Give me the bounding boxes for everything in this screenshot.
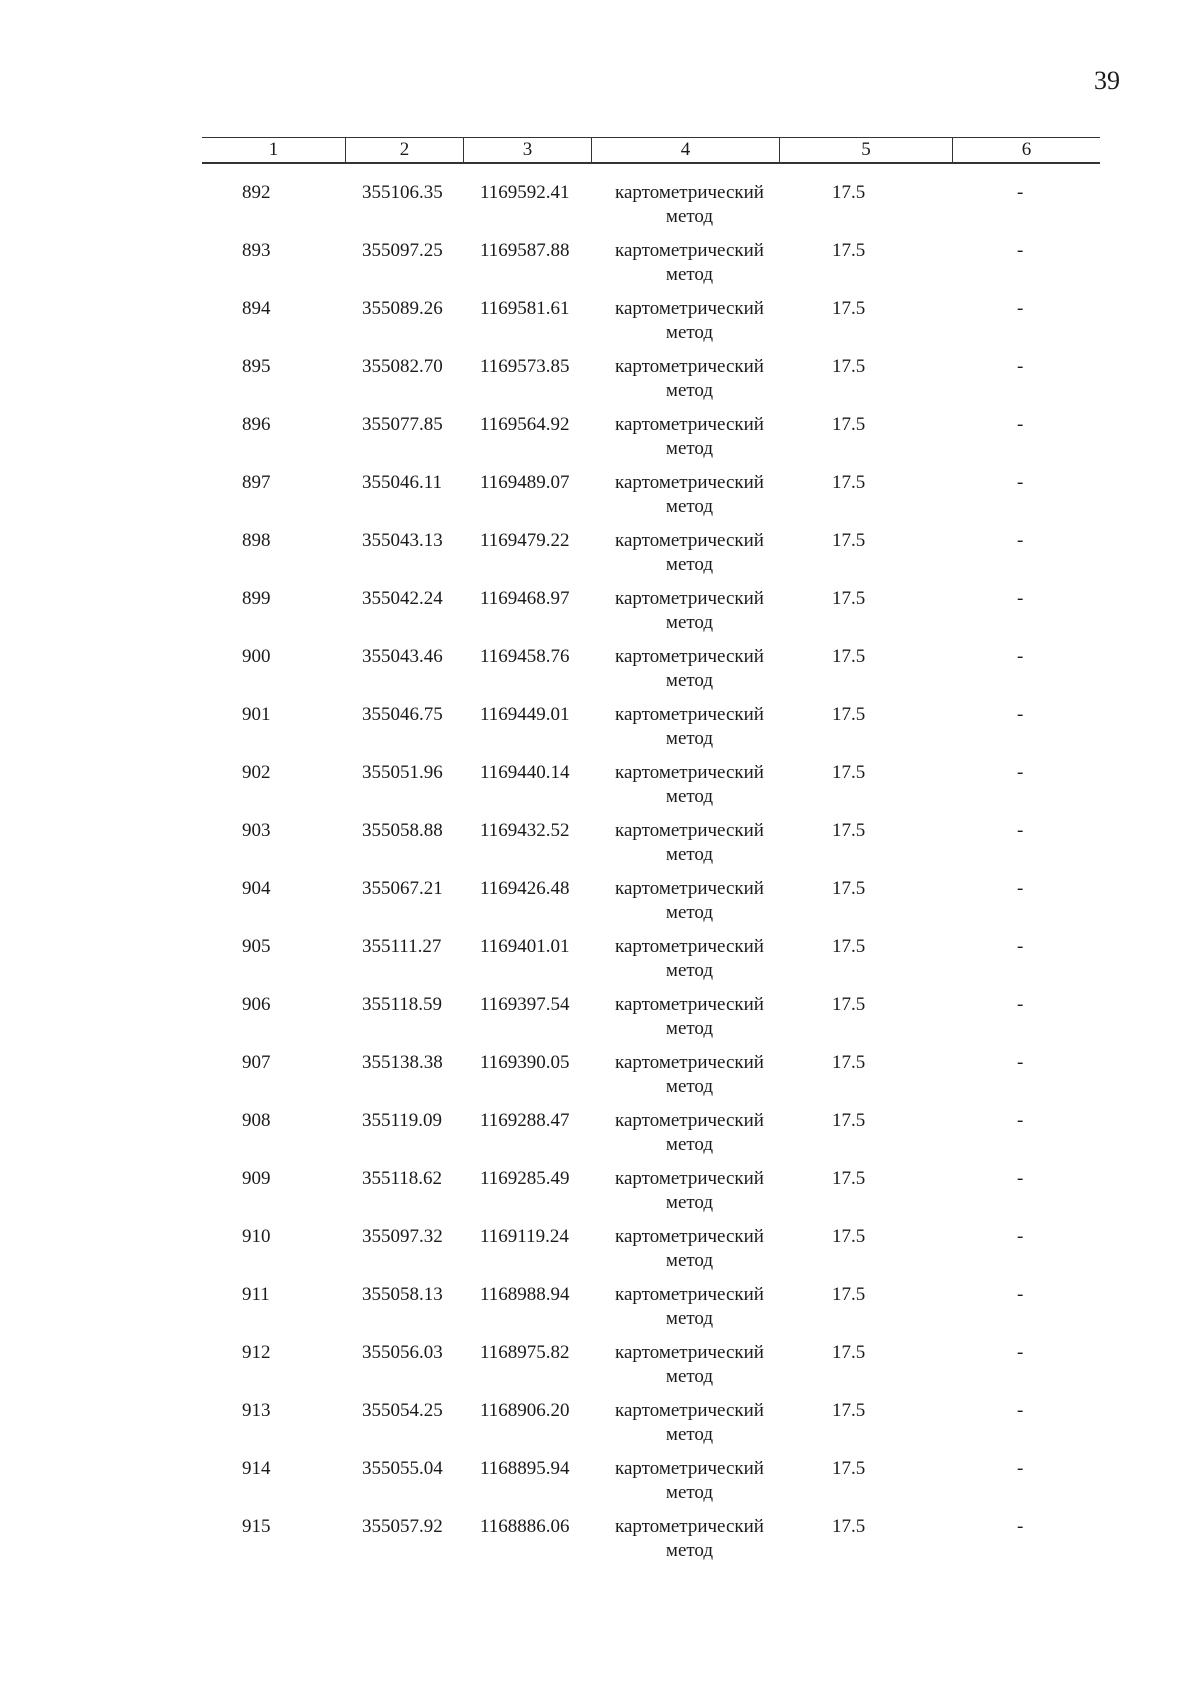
- accuracy-value: 17.5: [832, 820, 866, 841]
- point-number: 903: [242, 820, 271, 841]
- table-row: [202, 993, 1100, 1051]
- method-cell: [597, 1457, 782, 1505]
- method-line-1: картометрический: [615, 820, 764, 841]
- coordinate-x: 355111.27: [362, 936, 442, 957]
- point-number: 908: [242, 1110, 271, 1131]
- point-number: 910: [242, 1226, 271, 1247]
- coordinate-y: 1169479.22: [480, 530, 570, 551]
- method-cell: [597, 1341, 782, 1389]
- column-6-value: -: [1017, 646, 1024, 667]
- coordinate-y: 1168975.82: [480, 1342, 570, 1363]
- method-line-2: метод: [665, 1192, 714, 1213]
- coordinate-y: 1169285.49: [480, 1168, 570, 1189]
- table-row: [202, 587, 1100, 645]
- accuracy-value: 17.5: [832, 1110, 866, 1131]
- column-6-value: -: [1017, 1400, 1024, 1421]
- table-row: [202, 1225, 1100, 1283]
- coordinate-y: 1169390.05: [480, 1052, 570, 1073]
- column-6-value: -: [1017, 1168, 1024, 1189]
- accuracy-value: 17.5: [832, 472, 866, 493]
- method-line-2: метод: [665, 1482, 714, 1503]
- coordinate-x: 355089.26: [362, 298, 443, 319]
- accuracy-value: 17.5: [832, 762, 866, 783]
- point-number: 911: [242, 1284, 270, 1305]
- coordinate-x: 355118.62: [362, 1168, 443, 1189]
- method-line-1: картометрический: [615, 878, 764, 899]
- method-cell: [597, 1399, 782, 1447]
- method-cell: [597, 587, 782, 635]
- coordinate-y: 1169581.61: [480, 298, 570, 319]
- accuracy-value: 17.5: [832, 646, 866, 667]
- accuracy-value: 17.5: [832, 588, 866, 609]
- point-number: 897: [242, 472, 271, 493]
- table-row: [202, 819, 1100, 877]
- coordinate-y: 1169458.76: [480, 646, 570, 667]
- point-number: 899: [242, 588, 271, 609]
- point-number: 909: [242, 1168, 271, 1189]
- method-line-1: картометрический: [615, 1400, 764, 1421]
- accuracy-value: 17.5: [832, 1400, 866, 1421]
- method-cell: [597, 239, 782, 287]
- table-row: [202, 471, 1100, 529]
- method-line-2: метод: [665, 1424, 714, 1445]
- coordinate-x: 355042.24: [362, 588, 443, 609]
- table-body: [202, 181, 1100, 1573]
- method-line-2: метод: [665, 1540, 714, 1561]
- table-row: [202, 1167, 1100, 1225]
- method-line-2: метод: [665, 496, 714, 517]
- coordinate-y: 1169489.07: [480, 472, 570, 493]
- method-cell: [597, 355, 782, 403]
- method-cell: [597, 877, 782, 925]
- point-number: 907: [242, 1052, 271, 1073]
- method-line-1: картометрический: [615, 414, 764, 435]
- coordinate-x: 355106.35: [362, 182, 443, 203]
- accuracy-value: 17.5: [832, 1342, 866, 1363]
- method-cell: [597, 1167, 782, 1215]
- table-row: [202, 761, 1100, 819]
- table-row: [202, 1457, 1100, 1515]
- table-row: [202, 703, 1100, 761]
- coordinate-x: 355119.09: [362, 1110, 443, 1131]
- method-line-2: метод: [665, 1018, 714, 1039]
- coordinate-x: 355057.92: [362, 1516, 443, 1537]
- method-line-2: метод: [665, 844, 714, 865]
- method-cell: [597, 413, 782, 461]
- accuracy-value: 17.5: [832, 994, 866, 1015]
- method-line-2: метод: [665, 1076, 714, 1097]
- method-cell: [597, 1051, 782, 1099]
- table-row: [202, 181, 1100, 239]
- point-number: 905: [242, 936, 271, 957]
- method-cell: [597, 297, 782, 345]
- table-row: [202, 529, 1100, 587]
- accuracy-value: 17.5: [832, 414, 866, 435]
- header-col-3: 3: [464, 138, 592, 162]
- column-6-value: -: [1017, 1342, 1024, 1363]
- coordinate-x: 355077.85: [362, 414, 443, 435]
- point-number: 904: [242, 878, 271, 899]
- point-number: 894: [242, 298, 271, 319]
- coordinate-y: 1169288.47: [480, 1110, 570, 1131]
- method-cell: [597, 181, 782, 229]
- coordinate-x: 355118.59: [362, 994, 443, 1015]
- table-row: [202, 877, 1100, 935]
- coordinate-y: 1169449.01: [480, 704, 570, 725]
- header-col-4: 4: [592, 138, 780, 162]
- column-6-value: -: [1017, 1052, 1024, 1073]
- method-cell: [597, 935, 782, 983]
- method-line-2: метод: [665, 264, 714, 285]
- method-line-2: метод: [665, 1366, 714, 1387]
- column-6-value: -: [1017, 704, 1024, 725]
- column-6-value: -: [1017, 936, 1024, 957]
- accuracy-value: 17.5: [832, 530, 866, 551]
- method-line-1: картометрический: [615, 298, 764, 319]
- coordinate-x: 355097.25: [362, 240, 443, 261]
- method-line-2: метод: [665, 728, 714, 749]
- method-line-1: картометрический: [615, 646, 764, 667]
- coordinate-x: 355058.88: [362, 820, 443, 841]
- column-6-value: -: [1017, 878, 1024, 899]
- page-number: 39: [1094, 66, 1120, 95]
- coordinate-x: 355056.03: [362, 1342, 443, 1363]
- accuracy-value: 17.5: [832, 1516, 866, 1537]
- coordinate-x: 355043.13: [362, 530, 443, 551]
- table-row: [202, 1109, 1100, 1167]
- coordinate-y: 1169426.48: [480, 878, 570, 899]
- point-number: 913: [242, 1400, 271, 1421]
- point-number: 901: [242, 704, 271, 725]
- coordinate-y: 1168895.94: [480, 1458, 570, 1479]
- coordinate-y: 1168988.94: [480, 1284, 570, 1305]
- accuracy-value: 17.5: [832, 936, 866, 957]
- method-line-2: метод: [665, 670, 714, 691]
- column-6-value: -: [1017, 1110, 1024, 1131]
- coordinate-y: 1168906.20: [480, 1400, 570, 1421]
- point-number: 915: [242, 1516, 271, 1537]
- accuracy-value: 17.5: [832, 182, 866, 203]
- table-row: [202, 1515, 1100, 1573]
- method-cell: [597, 993, 782, 1041]
- table-row: [202, 1283, 1100, 1341]
- method-line-1: картометрический: [615, 1342, 764, 1363]
- point-number: 912: [242, 1342, 271, 1363]
- method-line-1: картометрический: [615, 1052, 764, 1073]
- point-number: 898: [242, 530, 271, 551]
- accuracy-value: 17.5: [832, 1168, 866, 1189]
- column-6-value: -: [1017, 1516, 1024, 1537]
- table-row: [202, 1051, 1100, 1109]
- header-col-1: 1: [202, 138, 346, 162]
- coordinate-x: 355054.25: [362, 1400, 443, 1421]
- column-6-value: -: [1017, 182, 1024, 203]
- method-line-2: метод: [665, 1308, 714, 1329]
- method-line-2: метод: [665, 1134, 714, 1155]
- method-line-1: картометрический: [615, 762, 764, 783]
- point-number: 893: [242, 240, 271, 261]
- method-line-1: картометрический: [615, 1168, 764, 1189]
- table-row: [202, 935, 1100, 993]
- method-line-1: картометрический: [615, 356, 764, 377]
- coordinate-x: 355097.32: [362, 1226, 443, 1247]
- coordinate-y: 1169587.88: [480, 240, 570, 261]
- coordinate-x: 355067.21: [362, 878, 443, 899]
- column-6-value: -: [1017, 414, 1024, 435]
- method-line-2: метод: [665, 554, 714, 575]
- accuracy-value: 17.5: [832, 1052, 866, 1073]
- column-6-value: -: [1017, 472, 1024, 493]
- coordinate-y: 1169119.24: [480, 1226, 569, 1247]
- method-line-1: картометрический: [615, 472, 764, 493]
- coordinate-y: 1168886.06: [480, 1516, 570, 1537]
- method-line-1: картометрический: [615, 1284, 764, 1305]
- table-row: [202, 239, 1100, 297]
- column-6-value: -: [1017, 356, 1024, 377]
- coordinate-y: 1169573.85: [480, 356, 570, 377]
- accuracy-value: 17.5: [832, 1226, 866, 1247]
- method-cell: [597, 1225, 782, 1273]
- method-line-2: метод: [665, 206, 714, 227]
- column-6-value: -: [1017, 298, 1024, 319]
- method-line-2: метод: [665, 438, 714, 459]
- method-line-2: метод: [665, 786, 714, 807]
- table-row: [202, 297, 1100, 355]
- coordinate-x: 355055.04: [362, 1458, 443, 1479]
- coordinate-y: 1169397.54: [480, 994, 570, 1015]
- coordinate-x: 355082.70: [362, 356, 443, 377]
- accuracy-value: 17.5: [832, 240, 866, 261]
- method-cell: [597, 529, 782, 577]
- method-line-2: метод: [665, 902, 714, 923]
- method-cell: [597, 1283, 782, 1331]
- method-line-1: картометрический: [615, 240, 764, 261]
- column-6-value: -: [1017, 588, 1024, 609]
- point-number: 895: [242, 356, 271, 377]
- column-6-value: -: [1017, 530, 1024, 551]
- header-col-2: 2: [346, 138, 464, 162]
- table-row: [202, 413, 1100, 471]
- coordinate-y: 1169564.92: [480, 414, 570, 435]
- method-line-1: картометрический: [615, 1226, 764, 1247]
- accuracy-value: 17.5: [832, 1458, 866, 1479]
- method-line-1: картометрический: [615, 1458, 764, 1479]
- method-line-1: картометрический: [615, 994, 764, 1015]
- table-row: [202, 355, 1100, 413]
- accuracy-value: 17.5: [832, 356, 866, 377]
- coordinate-y: 1169401.01: [480, 936, 570, 957]
- accuracy-value: 17.5: [832, 878, 866, 899]
- method-line-1: картометрический: [615, 704, 764, 725]
- method-line-2: метод: [665, 322, 714, 343]
- point-number: 892: [242, 182, 271, 203]
- method-line-1: картометрический: [615, 182, 764, 203]
- coordinate-y: 1169592.41: [480, 182, 570, 203]
- column-6-value: -: [1017, 994, 1024, 1015]
- coordinate-x: 355046.11: [362, 472, 443, 493]
- point-number: 906: [242, 994, 271, 1015]
- method-line-1: картометрический: [615, 1110, 764, 1131]
- coordinate-y: 1169468.97: [480, 588, 570, 609]
- method-cell: [597, 471, 782, 519]
- point-number: 902: [242, 762, 271, 783]
- column-6-value: -: [1017, 762, 1024, 783]
- point-number: 896: [242, 414, 271, 435]
- coordinate-x: 355138.38: [362, 1052, 443, 1073]
- coordinate-y: 1169440.14: [480, 762, 570, 783]
- method-cell: [597, 761, 782, 809]
- header-col-6: 6: [1021, 139, 1032, 160]
- column-6-value: -: [1017, 240, 1024, 261]
- coordinate-x: 355058.13: [362, 1284, 443, 1305]
- table-row: [202, 645, 1100, 703]
- column-6-value: -: [1017, 1284, 1024, 1305]
- method-line-1: картометрический: [615, 1516, 764, 1537]
- method-cell: [597, 819, 782, 867]
- method-line-2: метод: [665, 960, 714, 981]
- column-6-value: -: [1017, 1226, 1024, 1247]
- table-row: [202, 1399, 1100, 1457]
- method-line-1: картометрический: [615, 936, 764, 957]
- method-line-2: метод: [665, 380, 714, 401]
- table-header: [202, 137, 1100, 164]
- accuracy-value: 17.5: [832, 704, 866, 725]
- accuracy-value: 17.5: [832, 298, 866, 319]
- method-line-1: картометрический: [615, 530, 764, 551]
- method-line-2: метод: [665, 612, 714, 633]
- method-cell: [597, 645, 782, 693]
- point-number: 900: [242, 646, 271, 667]
- coordinate-x: 355046.75: [362, 704, 443, 725]
- method-line-1: картометрический: [615, 588, 764, 609]
- column-6-value: -: [1017, 1458, 1024, 1479]
- method-cell: [597, 703, 782, 751]
- method-line-2: метод: [665, 1250, 714, 1271]
- table-row: [202, 1341, 1100, 1399]
- point-number: 914: [242, 1458, 271, 1479]
- header-col-5: 5: [780, 138, 953, 162]
- method-cell: [597, 1515, 782, 1563]
- accuracy-value: 17.5: [832, 1284, 866, 1305]
- coordinate-x: 355043.46: [362, 646, 443, 667]
- method-cell: [597, 1109, 782, 1157]
- coordinate-x: 355051.96: [362, 762, 443, 783]
- column-6-value: -: [1017, 820, 1024, 841]
- coordinate-y: 1169432.52: [480, 820, 570, 841]
